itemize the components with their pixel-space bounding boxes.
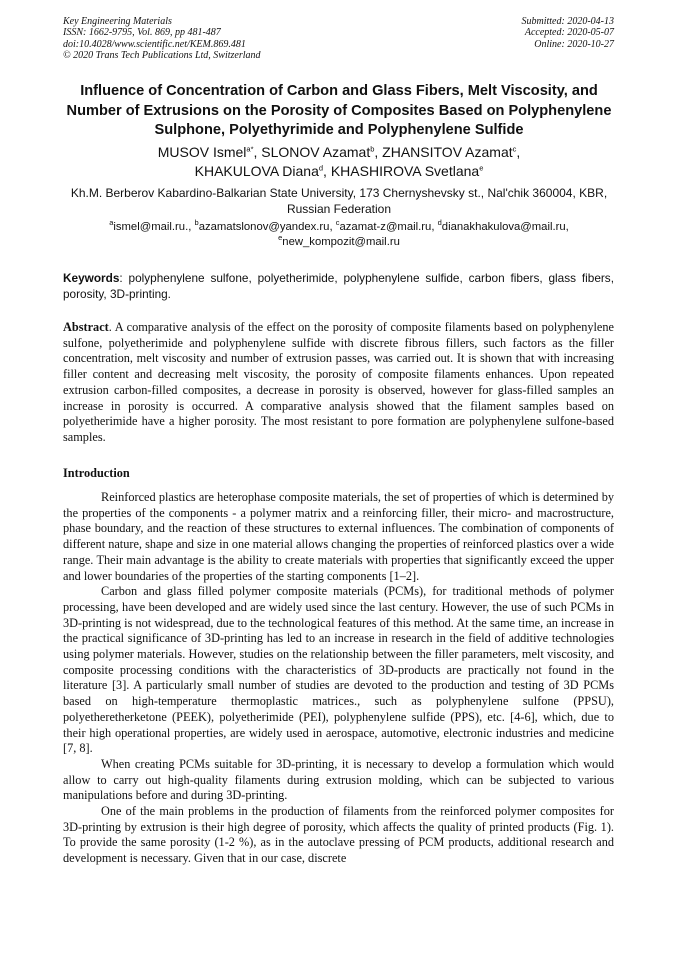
doi[interactable]: doi:10.4028/www.scientific.net/KEM.869.481 — [63, 38, 246, 50]
journal-name: Key Engineering Materials — [63, 16, 172, 27]
body-paragraph: When creating PCMs suitable for 3D-printing, it is necessary to develop a formulation which would allow to carry out high-quality filaments during extrusion molding, which can be subjected to various manipulations before and during 3D-printing. — [63, 756, 614, 803]
body-paragraph: Carbon and glass filled polymer composite materials (PCMs), for traditional methods of polymer processing, have been developed and are widely used since the last century. However, the use of such PCMs in 3D-printing is not widespread, due to the technological features of this method. At the same time, an increase in the practical significance of 3D-printing has led to an increase in research in the field of additive technologies using polymer materials. However, studies on the relationship between the filler parameters, melt viscosity, and composite processing conditions with the characteristics of 3D-products are practically not found in the literature [3]. A particularly small number of studies are devoted to the production and testing of 3D PCMs based on high-temperature thermoplastic matrices., such as polyphenylene sulfone (PPSU), polyetheretherketone (PEEK), polyetherimide (PEI), polyphenylene sulfide (PPS), etc. [4-6], which, due to their high operational properties, are widely used in aerospace, automotive, electronic industries and medicine [7, 8]. — [63, 584, 614, 756]
abstract-text: . A comparative analysis of the effect on the porosity of composite filaments based on polyphenylene sulfone, polyetherimide and polyphenylene sulfide with discrete fibrous fillers, such factors as the filler concentration, melt viscosity and number of extrusion passes, was carried out. It is shown that with increasing filler content and decreasing melt viscosity, the porosity of composite filaments enhances. Upon repeated extrusion carbon-filled composites, a decrease in porosity is observed, however for glass-filled samples an increase in porosity is occurred. A comparative analysis showed that the filament samples based on polyetherimide have a higher porosity. The most resistant to pore formation are polyphenylene sulfone-based samples. — [63, 320, 614, 444]
abstract-label: Abstract — [63, 320, 109, 334]
body-paragraph: One of the main problems in the production of filaments from the reinforced polymer composites for 3D-printing by extrusion is their high degree of porosity, which affects the quality of printed products (Fig. 1). To provide the same porosity (1-2 %), as in the autoclave pressing of PCM products, additional research and development is necessary. Given that in our case, discrete — [63, 804, 614, 866]
journal-header-right — [522, 16, 615, 50]
author-name: KHAKULOVA Diana — [194, 162, 319, 179]
email-link[interactable]: dianakhakulova@mail.ru, — [441, 221, 569, 233]
email-link[interactable]: ismel@mail.ru., — [113, 221, 192, 233]
email-superscript: d — [437, 218, 442, 228]
online-date: Online: 2020-10-27 — [534, 38, 614, 50]
paper-title: Influence of Concentration of Carbon and Glass Fibers, Melt Viscosity, and Number of Extrusions on the Porosity of Composites Based on Polyphenylene Sulphone, Polyethyrimide and Polyphenylene Sulfide — [66, 83, 612, 138]
copyright: © 2020 Trans Tech Publications Ltd, Switzerland — [63, 50, 261, 62]
author-superscript: d — [318, 162, 324, 172]
introduction-heading: Introduction — [63, 466, 130, 480]
keywords-label: Keywords — [63, 271, 120, 285]
author-superscript: c — [512, 144, 517, 154]
author-name: MUSOV Ismel — [157, 144, 247, 160]
submitted-date: Submitted: 2020-04-13 — [521, 16, 614, 27]
author-list: MUSOV Ismel$^{a*}$, SLONOV Azamat$^b$, ZHANSITOV Azamat$^c$, KHAKULOVA Diana$^d$, KHASHIROVA Svetlana$^e$ — [157, 144, 521, 179]
keywords-text: : polyphenylene sulfone, polyetherimide, polyphenylene sulfide, carbon fibers, glass fibers, porosity, 3D-printing. — [63, 271, 614, 301]
author-superscript: a* — [246, 144, 254, 154]
author-name: KHASHIROVA Svetlana — [330, 162, 480, 179]
author-superscript: b — [370, 144, 375, 154]
email-link[interactable]: azamatslonov@yandex.ru, — [198, 221, 333, 233]
email-link[interactable]: new_kompozit@mail.ru — [282, 236, 400, 248]
keywords-block — [63, 270, 614, 302]
issn-volume: ISSN: 1662-9795, Vol. 869, pp 481-487 — [63, 27, 221, 39]
email-link[interactable]: azamat-z@mail.ru, — [339, 221, 435, 233]
author-superscript: e — [479, 162, 484, 172]
affiliation: Kh.M. Berberov Kabardino-Balkarian State University, 173 Chernyshevsky st., Nal'chik 360004, KBR, Russian Federation — [70, 186, 608, 216]
email-list — [56, 220, 622, 250]
email-superscript: a — [109, 218, 114, 228]
body-paragraph: Reinforced plastics are heterophase composite materials, the set of properties of which is determined by the properties of the components - a polymer matrix and a reinforcing filler, their micro- and macrostructure, phase boundary, and the reaction of these structures to external influences. The combination of components of different nature, shape and size in one material allows changing the properties of reinforced plastics over a wide range. Their main advantage is the ability to create materials with properties that significantly exceed the upper and lower boundaries of the properties of the starting components [1–2]. — [63, 490, 614, 583]
author-name: ZHANSITOV Azamat — [382, 144, 513, 160]
abstract-block — [63, 320, 614, 446]
accepted-date: Accepted: 2020-05-07 — [524, 27, 614, 39]
email-superscript: e — [278, 233, 283, 243]
email-superscript: c — [335, 218, 340, 228]
journal-header-left — [63, 16, 261, 62]
introduction-body — [63, 490, 614, 867]
email-superscript: b — [194, 218, 199, 228]
author-name: SLONOV Azamat — [261, 144, 371, 160]
